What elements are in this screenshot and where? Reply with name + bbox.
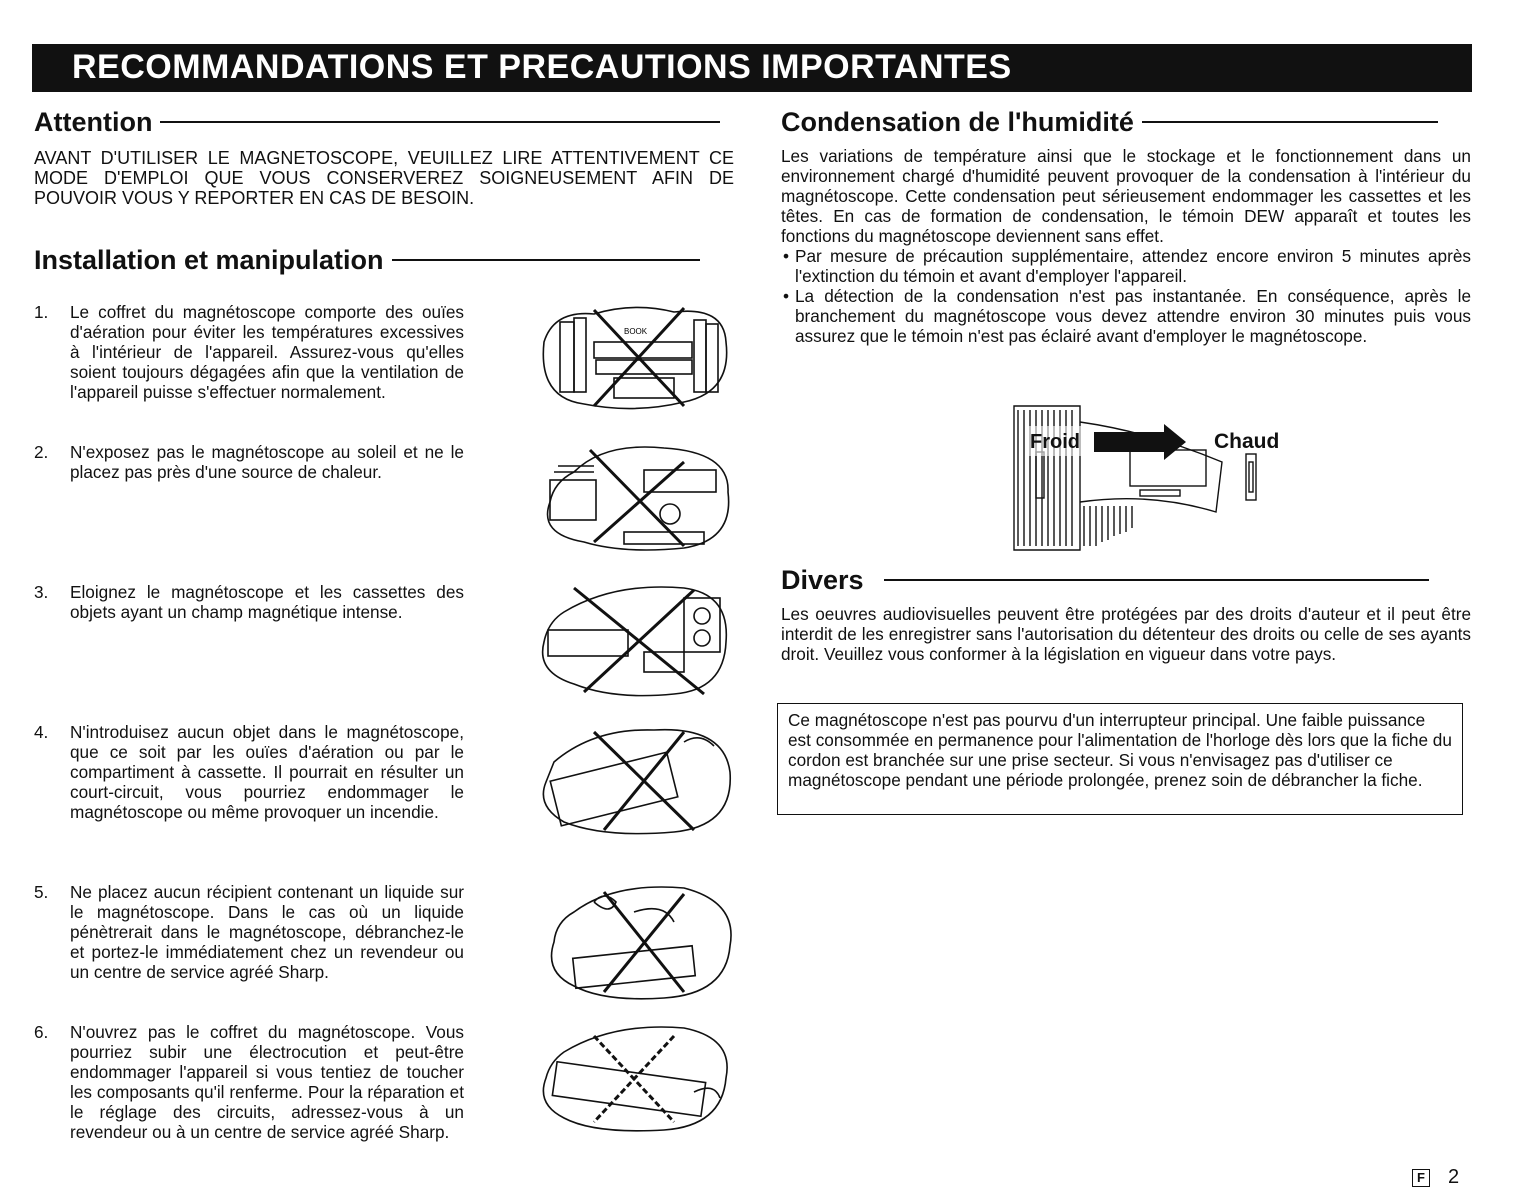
installation-heading: Installation et manipulation bbox=[34, 244, 384, 275]
divers-section bbox=[781, 558, 1471, 664]
item-text: N'introduisez aucun objet dans le magnétoscope, que ce soit par les ouïes d'aération ou par le compartiment à cassette. Il pourrait en résulter un court-circuit, vous pourriez endommager le magnétoscope ou même provoquer un incendie. bbox=[70, 722, 464, 822]
page-title: RECOMMANDATIONS ET PRECAUTIONS IMPORTANTES bbox=[72, 48, 1012, 86]
page-footer bbox=[1412, 1166, 1459, 1189]
cold-label: Froid bbox=[1030, 431, 1080, 453]
book-label: BOOK bbox=[624, 327, 648, 336]
attention-header bbox=[34, 100, 734, 144]
item-number: 6. bbox=[34, 1022, 49, 1042]
item-text: Eloignez le magnétoscope et les cassettes des objets ayant un champ magnétique intense. bbox=[70, 582, 464, 622]
heading-rule bbox=[884, 579, 1429, 581]
bullet-item: • La détection de la condensation n'est pas instantanée. En conséquence, après le branchement du magnétoscope vous devez attendre environ 30 minutes puis vous assurez que le témoin n'est pas éclairé avant d'employer le magnétoscope. bbox=[781, 286, 1471, 346]
item-text: Le coffret du magnétoscope comporte des ouïes d'aération pour éviter les températures excessives à l'intérieur de l'appareil. Assurez-vous qu'elles soient toujours dégagées afin que la ventilation de l'appareil puisse s'effectuer normalement. bbox=[70, 302, 464, 402]
heading-rule bbox=[392, 259, 700, 261]
left-column bbox=[34, 100, 734, 282]
item-number: 5. bbox=[34, 882, 49, 902]
condensation-header bbox=[781, 100, 1471, 144]
heading-rule bbox=[160, 121, 720, 123]
item-number: 1. bbox=[34, 302, 49, 322]
item-text: N'ouvrez pas le coffret du magnétoscope. Vous pourriez subir une électrocution et peut-être endommager l'appareil si vous tentiez de toucher les composants qu'il renferme. Pour la réparation et le réglage des circuits, adressez-vous à un revendeur ou à un centre de service agréé Sharp. bbox=[70, 1022, 464, 1142]
bullet-item: • Par mesure de précaution supplémentaire, attendez encore environ 5 minutes après l'extinction du témoin et avant d'employer l'appareil. bbox=[781, 246, 1471, 286]
liquid-container-illustration bbox=[534, 882, 734, 1002]
item-text: N'exposez pas le magnétoscope au soleil et ne le placez pas près d'une source de chaleur. bbox=[70, 442, 464, 482]
installation-header bbox=[34, 238, 734, 282]
foreign-object-illustration bbox=[534, 722, 734, 840]
language-badge: F bbox=[1412, 1169, 1430, 1187]
hot-label: Chaud bbox=[1214, 430, 1280, 453]
divers-heading: Divers bbox=[781, 564, 864, 595]
heat-source-illustration bbox=[534, 442, 734, 554]
condensation-figure bbox=[1010, 402, 1310, 559]
divers-text: Les oeuvres audiovisuelles peuvent être protégées par des droits d'auteur et il peut être interdit de les enregistrer sans l'autorisation du détenteur des droits ou celle de ses ayants droit. Veuillez vous conformer à la législation en vigueur dans votre pays. bbox=[781, 604, 1471, 664]
title-banner bbox=[32, 44, 1472, 92]
attention-heading: Attention bbox=[34, 106, 153, 137]
open-cabinet-illustration bbox=[534, 1022, 734, 1134]
item-text: Ne placez aucun récipient contenant un liquide sur le magnétoscope. Dans le cas où un liquide pénètrerait dans le magnétoscope, débranchez-le et portez-le immédiatement chez un revendeur ou un centre de service agréé Sharp. bbox=[70, 882, 464, 982]
divers-header bbox=[781, 558, 1471, 602]
magnetic-field-illustration bbox=[534, 582, 734, 700]
condensation-text: Les variations de température ainsi que le stockage et le fonctionnement dans un environnement chargé d'humidité peuvent provoquer de la condensation à l'intérieur du magnétoscope. Cette condensation peut sérieusement endommager les cassettes et les têtes. En cas de formation de condensation, le témoin DEW apparaît et toutes les fonctions du magnétoscope deviennent sans effet. bbox=[781, 146, 1471, 246]
item-number: 3. bbox=[34, 582, 49, 602]
ventilation-illustration bbox=[534, 302, 734, 414]
heading-rule bbox=[1142, 121, 1438, 123]
right-column bbox=[781, 100, 1471, 346]
attention-text: AVANT D'UTILISER LE MAGNETOSCOPE, VEUILLEZ LIRE ATTENTIVEMENT CE MODE D'EMPLOI QUE VOUS CONSERVEREZ SOIGNEUSEMENT AFIN DE POUVOIR VOUS Y REPORTER EN CAS DE BESOIN. bbox=[34, 148, 734, 208]
page-number: 2 bbox=[1448, 1166, 1460, 1188]
item-number: 4. bbox=[34, 722, 49, 742]
condensation-bullets bbox=[781, 246, 1471, 346]
item-number: 2. bbox=[34, 442, 49, 462]
power-notice-box bbox=[777, 703, 1463, 815]
condensation-heading: Condensation de l'humidité bbox=[781, 106, 1134, 137]
notice-text: Ce magnétoscope n'est pas pourvu d'un interrupteur principal. Une faible puissance est consommée en permanence pour l'alimentation de l'horloge dès lors que la fiche du cordon est branchée sur une prise secteur. Si vous n'envisagez pas d'utiliser ce magnétoscope pendant une période prolongée, prenez soin de débrancher la fiche. bbox=[788, 710, 1452, 790]
